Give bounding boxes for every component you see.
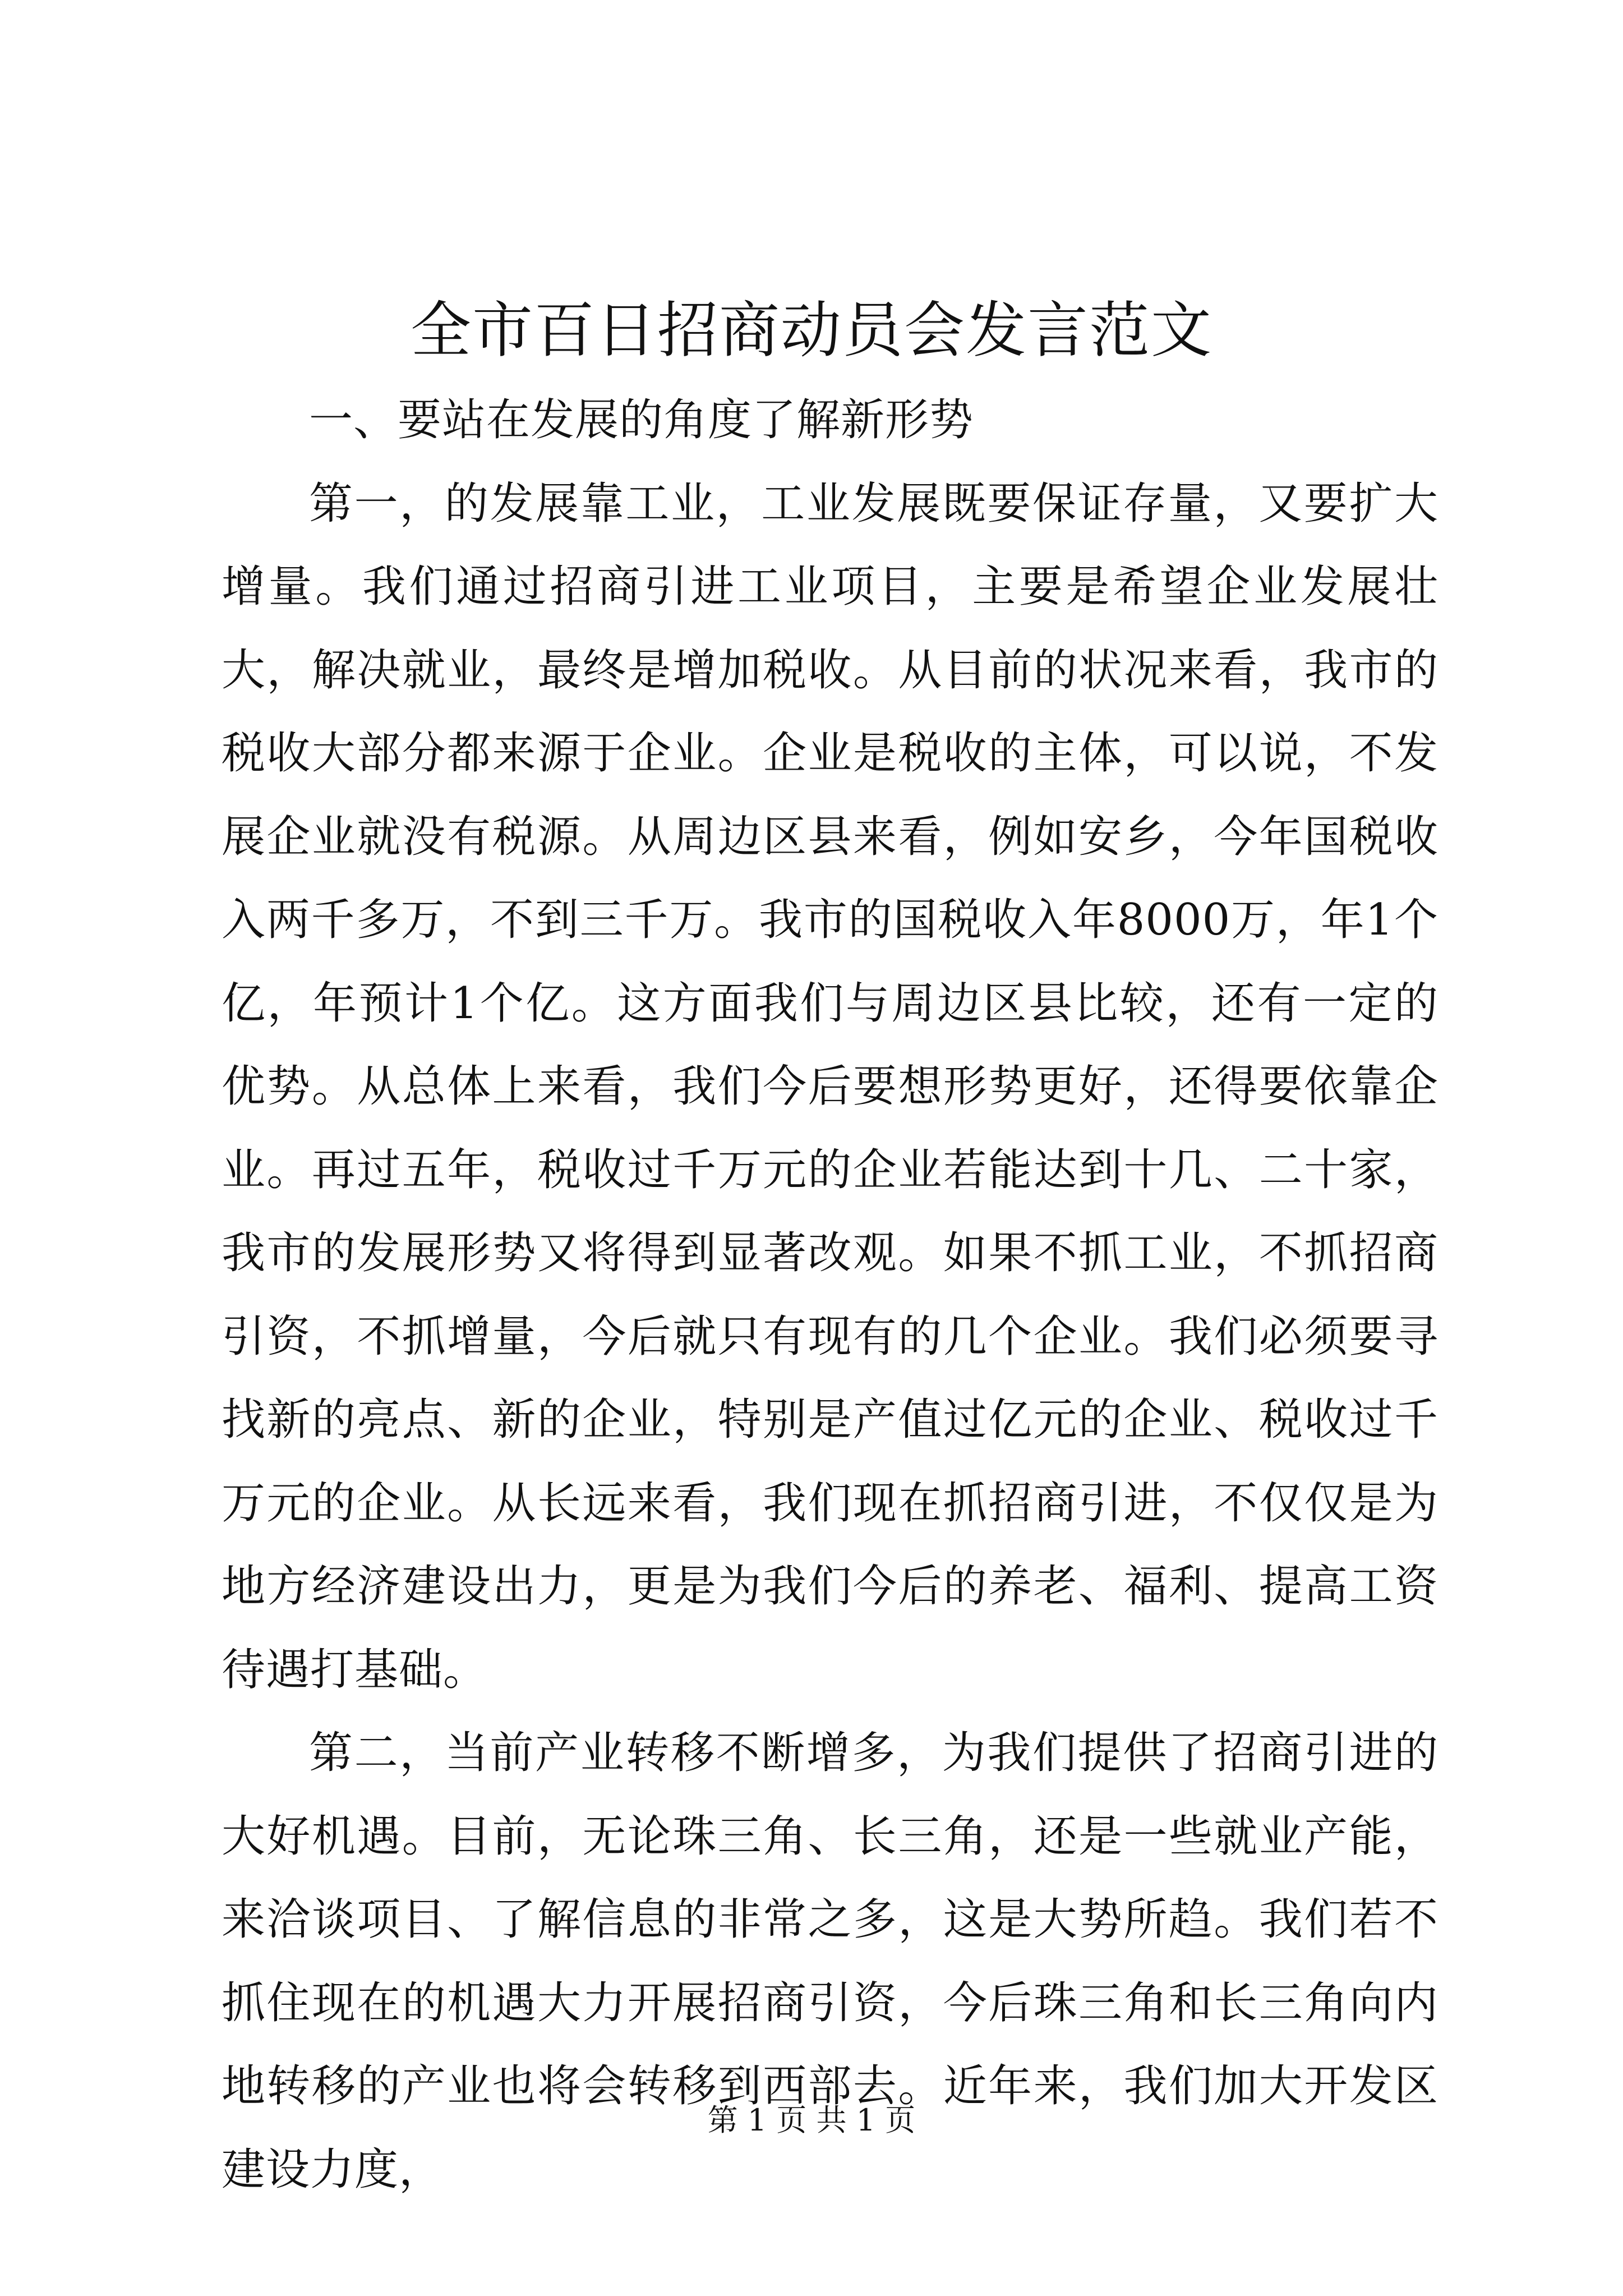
document-title: 全市百日招商动员会发言范文 xyxy=(410,296,1212,366)
page-footer: 第 1 页 共 1 页 xyxy=(707,2102,916,2138)
paragraph: 第一，的发展靠工业，工业发展既要保证存量，又要扩大增量。我们通过招商引进工业项目，主要是希望企业发展壮大，解决就业，最终是增加税收。从目前的状况来看，我市的税收大部分都来源于企业。企业是税收的主体，可以说，不发展企业就没有税源。从周边区县来看，例如安乡，今年国税收入两千多万，不到三千万。我市的国税收入年8000万，年1个亿，年预计1个亿。这方面我们与周边区县比较，还有一定的优势。从总体上来看，我们今后要想形势更好，还得要依靠企业。再过五年，税收过千万元的企业若能达到十几、二十家，我市的发展形势又将得到显著改观。如果不抓工业，不抓招商引资，不抓增量，今后就只有现有的几个企业。我们必须要寻找新的亮点、新的企业，特别是产值过亿元的企业、税收过千万元的企业。从长远来看，我们现在抓招商引进，不仅仅是为地方经济建设出力，更是为我们今后的养老、福利、提高工资待遇打基础。 xyxy=(222,478,1438,1695)
section-heading: 一、要站在发展的角度了解新形势 xyxy=(309,395,974,445)
paragraph: 第二，当前产业转移不断增多，为我们提供了招商引进的大好机遇。目前，无论珠三角、长三角，还是一些就业产能，来洽谈项目、了解信息的非常之多，这是大势所趋。我们若不抓住现在的机遇大力开展招商引资，今后珠三角和长三角向内地转移的产业也将会转移到西部去。近年来，我们加大开发区建设力度， xyxy=(222,1728,1438,2195)
document-body xyxy=(222,379,1438,2211)
